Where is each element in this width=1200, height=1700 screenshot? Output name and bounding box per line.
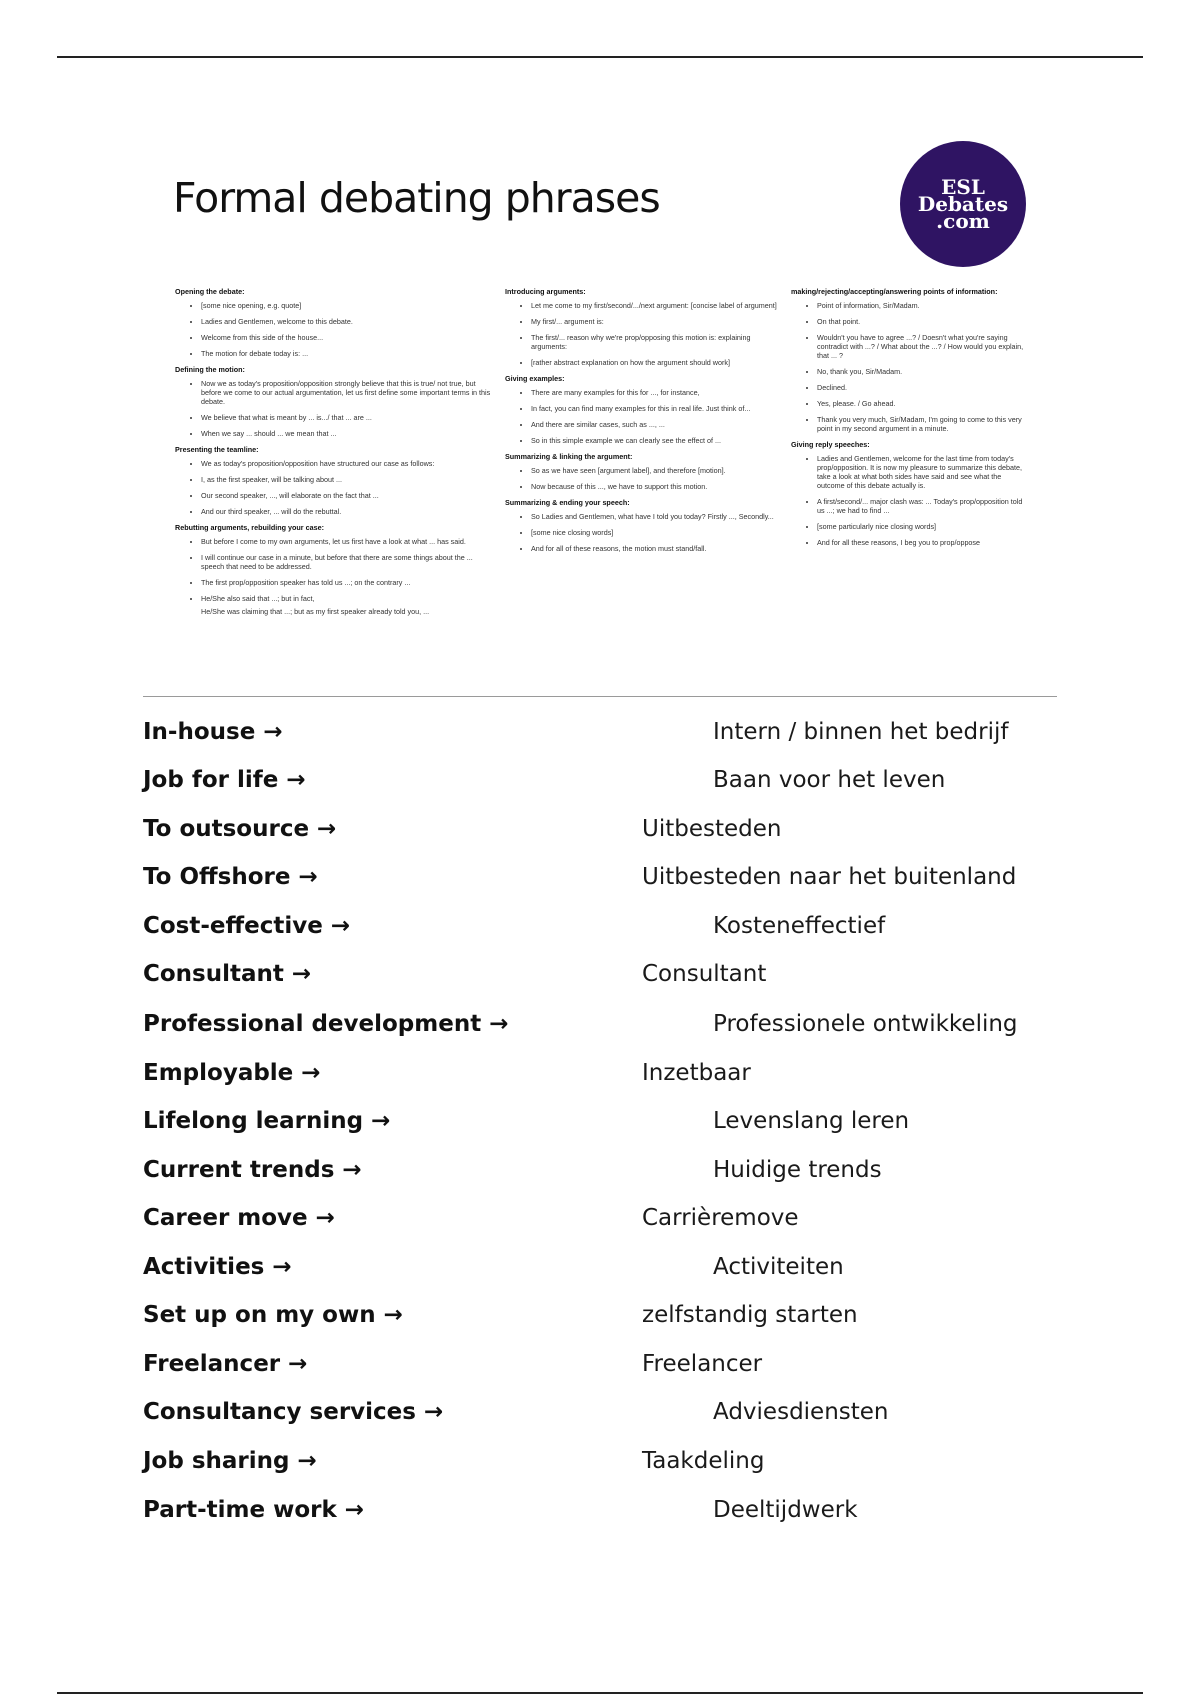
vocabulary-translation: Uitbesteden xyxy=(642,816,782,842)
vocabulary-term: Consultant → xyxy=(143,961,312,987)
vocabulary-translation: Professionele ontwikkeling xyxy=(713,1011,1018,1037)
section-heading: making/rejecting/accepting/answering points of information: xyxy=(791,287,998,296)
bottom-rule xyxy=(57,1692,1143,1694)
vocabulary-row xyxy=(0,1203,1200,1233)
section-heading: Defining the motion: xyxy=(175,365,245,374)
vocabulary-term: Freelancer → xyxy=(143,1351,308,1377)
vocabulary-term: Activities → xyxy=(143,1254,292,1280)
vocabulary-translation: Huidige trends xyxy=(713,1157,882,1183)
phrase-item: • Thank you very much, Sir/Madam, I'm going to come to this very point in my second argument in a minute. xyxy=(817,415,1026,433)
phrase-item: • A first/second/... major clash was: ... Today's prop/opposition told us ...; we had to find ... xyxy=(817,497,1026,515)
vocabulary-term: Job for life → xyxy=(143,767,306,793)
phrase-item: • The first prop/opposition speaker has told us ...; on the contrary ... xyxy=(201,578,493,587)
phrase-item: • Now because of this ..., we have to support this motion. xyxy=(531,482,787,491)
vocabulary-term: Job sharing → xyxy=(143,1448,317,1474)
vocabulary-translation: Activiteiten xyxy=(713,1254,844,1280)
phrase-item: • And there are similar cases, such as ..., ... xyxy=(531,420,787,429)
vocabulary-translation: Intern / binnen het bedrijf xyxy=(713,719,1009,745)
vocabulary-row xyxy=(0,765,1200,795)
vocabulary-term: Consultancy services → xyxy=(143,1399,444,1425)
vocabulary-term: Career move → xyxy=(143,1205,335,1231)
phrase-item: • Ladies and Gentlemen, welcome for the last time from today's prop/opposition. It is now my pleasure to summarize this debate, take a look at what both sides have said and see what the outcome of this debate actually is. xyxy=(817,454,1026,490)
vocabulary-translation: Kosteneffectief xyxy=(713,913,886,939)
vocabulary-row xyxy=(0,1300,1200,1330)
phrase-item: • Wouldn't you have to agree ...? / Doesn't what you're saying contradict with ...? / What about the ...? / How would you explain, that ... ? xyxy=(817,333,1026,360)
section-heading: Presenting the teamline: xyxy=(175,445,259,454)
section-heading: Giving reply speeches: xyxy=(791,440,870,449)
phrase-item: • And for all of these reasons, the motion must stand/fall. xyxy=(531,544,787,553)
phrase-item: • The first/... reason why we're prop/opposing this motion is: explaining arguments: xyxy=(531,333,787,351)
vocabulary-row xyxy=(0,862,1200,892)
section-heading: Summarizing & ending your speech: xyxy=(505,498,630,507)
phrase-item: • There are many examples for this for ..., for instance, xyxy=(531,388,787,397)
vocabulary-row xyxy=(0,959,1200,989)
phrase-item: • But before I come to my own arguments, let us first have a look at what ... has said. xyxy=(201,537,493,546)
phrase-item: • We as today's proposition/opposition have structured our case as follows: xyxy=(201,459,493,468)
phrase-item: • [some nice opening, e.g. quote] xyxy=(201,301,493,310)
top-rule xyxy=(57,56,1143,58)
phrases-column-1 xyxy=(175,287,493,616)
vocabulary-translation: Levenslang leren xyxy=(713,1108,910,1134)
vocabulary-term: Employable → xyxy=(143,1060,321,1086)
phrase-list xyxy=(505,466,787,491)
vocabulary-term: Current trends → xyxy=(143,1157,362,1183)
vocabulary-term: Professional development → xyxy=(143,1011,509,1037)
phrase-item: • And for all these reasons, I beg you to prop/oppose xyxy=(817,538,1026,547)
phrases-column-3 xyxy=(791,287,1026,554)
phrase-item: • [rather abstract explanation on how the argument should work] xyxy=(531,358,787,367)
phrase-item: • And our third speaker, ... will do the rebuttal. xyxy=(201,507,493,516)
phrase-item: • So in this simple example we can clearly see the effect of ... xyxy=(531,436,787,445)
phrase-item: • So Ladies and Gentlemen, what have I told you today? Firstly ..., Secondly... xyxy=(531,512,787,521)
vocabulary-row xyxy=(0,717,1200,747)
phrase-list xyxy=(505,301,787,367)
vocabulary-translation: Baan voor het leven xyxy=(713,767,946,793)
phrase-item: • On that point. xyxy=(817,317,1026,326)
phrase-item: • [some particularly nice closing words] xyxy=(817,522,1026,531)
phrase-item: • My first/... argument is: xyxy=(531,317,787,326)
phrase-item: • So as we have seen [argument label], and therefore [motion]. xyxy=(531,466,787,475)
vocabulary-term: Cost-effective → xyxy=(143,913,351,939)
vocabulary-row xyxy=(0,1252,1200,1282)
vocabulary-term: To Offshore → xyxy=(143,864,318,890)
phrase-list xyxy=(791,454,1026,547)
phrase-list xyxy=(175,537,493,603)
vocabulary-term: Lifelong learning → xyxy=(143,1108,391,1134)
phrase-item: • I, as the first speaker, will be talking about ... xyxy=(201,475,493,484)
phrase-item: • Declined. xyxy=(817,383,1026,392)
phrase-list xyxy=(505,388,787,445)
phrase-item: • He/She also said that ...; but in fact, xyxy=(201,594,493,603)
phrase-item: • Our second speaker, ..., will elaborate on the fact that ... xyxy=(201,491,493,500)
phrase-list xyxy=(175,301,493,358)
vocabulary-translation: Inzetbaar xyxy=(642,1060,751,1086)
vocabulary-term: In-house → xyxy=(143,719,283,745)
vocabulary-row xyxy=(0,1106,1200,1136)
vocabulary-row xyxy=(0,1009,1200,1039)
logo-line: Debates xyxy=(917,191,1009,216)
section-heading: Opening the debate: xyxy=(175,287,245,296)
phrase-item: • Point of information, Sir/Madam. xyxy=(817,301,1026,310)
debating-phrases-image xyxy=(143,138,1057,697)
vocabulary-term: Part-time work → xyxy=(143,1497,365,1523)
vocabulary-translation: Consultant xyxy=(642,961,767,987)
phrase-item: • Yes, please. / Go ahead. xyxy=(817,399,1026,408)
phrase-item: • In fact, you can find many examples for this in real life. Just think of... xyxy=(531,404,787,413)
vocabulary-row xyxy=(0,1349,1200,1379)
section-heading: Rebutting arguments, rebuilding your case: xyxy=(175,523,324,532)
phrase-item: • [some nice closing words] xyxy=(531,528,787,537)
phrase-item: • Let me come to my first/second/.../next argument: [concise label of argument] xyxy=(531,301,787,310)
vocabulary-translation: Deeltijdwerk xyxy=(713,1497,858,1523)
phrase-item: • Ladies and Gentlemen, welcome to this debate. xyxy=(201,317,493,326)
phrase-note: He/She was claiming that ...; but as my first speaker already told you, ... xyxy=(201,607,430,616)
vocabulary-translation: Freelancer xyxy=(642,1351,763,1377)
phrase-list xyxy=(175,379,493,438)
vocabulary-translation: zelfstandig starten xyxy=(642,1302,858,1328)
vocabulary-translation: Uitbesteden naar het buitenland xyxy=(642,864,1017,890)
phrase-item: • The motion for debate today is: ... xyxy=(201,349,493,358)
section-heading: Summarizing & linking the argument: xyxy=(505,452,633,461)
vocabulary-row xyxy=(0,1058,1200,1088)
phrase-item: • We believe that what is meant by ... is.../ that ... are ... xyxy=(201,413,493,422)
section-heading: Giving examples: xyxy=(505,374,565,383)
vocabulary-translation: Carrièremove xyxy=(642,1205,799,1231)
esl-debates-logo xyxy=(900,141,1026,267)
phrase-item: • When we say ... should ... we mean that ... xyxy=(201,429,493,438)
phrase-list xyxy=(505,512,787,553)
logo-line: ESL xyxy=(941,174,985,199)
vocabulary-term: Set up on my own → xyxy=(143,1302,403,1328)
vocabulary-row xyxy=(0,1495,1200,1525)
phrase-item: • Welcome from this side of the house... xyxy=(201,333,493,342)
phrase-item: • Now we as today's proposition/opposition strongly believe that this is true/ not true, but before we come to our actual argumentation, let us first define some important terms in this debate. xyxy=(201,379,493,406)
phrase-item: • No, thank you, Sir/Madam. xyxy=(817,367,1026,376)
phrase-list xyxy=(175,459,493,516)
vocabulary-row xyxy=(0,814,1200,844)
vocabulary-row xyxy=(0,1155,1200,1185)
phrase-item: • I will continue our case in a minute, but before that there are some things about the ... speech that need to be addressed. xyxy=(201,553,493,571)
phrase-list xyxy=(791,301,1026,433)
logo-line: .com xyxy=(936,208,990,233)
sheet-title: Formal debating phrases xyxy=(173,174,660,222)
vocabulary-term: To outsource → xyxy=(143,816,337,842)
section-heading: Introducing arguments: xyxy=(505,287,586,296)
phrases-column-2 xyxy=(505,287,787,560)
vocabulary-row xyxy=(0,1446,1200,1476)
vocabulary-row xyxy=(0,1397,1200,1427)
vocabulary-translation: Adviesdiensten xyxy=(713,1399,889,1425)
vocabulary-row xyxy=(0,911,1200,941)
vocabulary-translation: Taakdeling xyxy=(642,1448,765,1474)
